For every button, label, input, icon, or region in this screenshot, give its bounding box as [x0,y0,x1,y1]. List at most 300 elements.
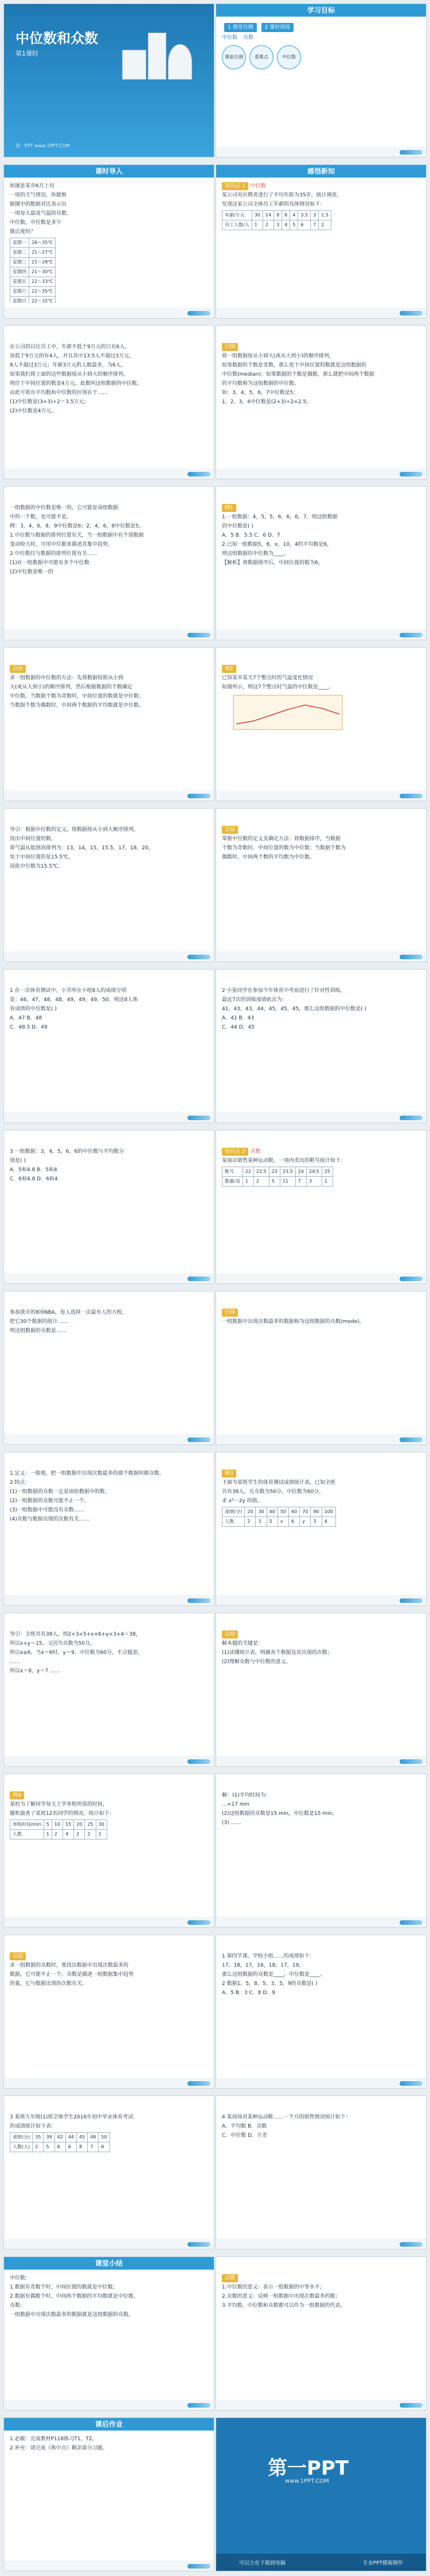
table-cell: 70 [300,1507,311,1517]
pen-icon [400,794,423,798]
pen-icon [400,311,423,316]
pen-icon [187,2403,210,2408]
section-tag: 归纳 [222,1309,238,1317]
text-line: C．48.5 D．49 [10,1025,48,1030]
text-line: (1)中位数是(3+3)÷2＝3.5万元； [10,399,89,405]
step-circle: 课前自测 [222,45,246,69]
table-cell: 2 [253,1177,269,1187]
slide-footer [216,147,426,157]
slide-s18[interactable] [216,1291,427,1445]
slide-s20[interactable] [216,1452,427,1606]
table-cell: 24 [295,1167,306,1177]
table-row [222,1507,336,1517]
text-line: 中位数： [10,2275,31,2281]
slide-s6[interactable] [216,325,427,479]
pen-icon [187,1920,210,1925]
table-cell: 22～33℃ [29,277,56,287]
slide-s12[interactable] [216,808,427,962]
table-cell: 45 [77,2133,88,2142]
slide-body [10,1309,208,1429]
pen-icon [187,2564,210,2569]
pen-icon [187,794,210,798]
text-line: 找出中间位置的数。 [10,836,57,842]
table-cell: 6 [54,2142,65,2152]
text-line: A．5 B．5.5 C．6 D．7 [222,533,280,538]
slide-s21[interactable] [3,1613,214,1767]
pen-icon [187,955,210,959]
slide-body [10,826,208,947]
table-cell: 4 [322,1517,335,1527]
table-row [10,258,56,267]
text-line: 由此可看出平均数和中位数的区别在于…… [10,390,108,396]
table-row [10,2133,110,2142]
text-line: 参加我市的8场NBA，每人选择一次最有人的方程， [10,1310,127,1315]
table-cell: 6 [289,1517,300,1527]
text-line: 2.已知一组数据5，8，x，10，4的平均数是6， [222,542,333,548]
text-line: 求 x²－2y 的值。 [222,1498,263,1504]
slide-footer [216,951,426,962]
text-line: 某校为了解同学每天上学单程所需的时间， [10,1802,108,1807]
table-cell: 50 [99,2133,110,2142]
table-cell: 星期日 [10,297,29,304]
text-line: (2)中位数是唯一的 [10,569,53,575]
subtitle: 第1课时 [15,50,38,57]
text-line: 变动较大时，可用中位数来描述其集中趋势。 [10,542,114,548]
table-cell: 成绩(分) [10,2133,33,2142]
text-line: C．中位数 D．方差 [222,2133,268,2138]
footer-bar [216,2554,426,2571]
text-line: 一周每天最高气温的众数、 [10,211,72,216]
table-cell: 3 [311,1517,322,1527]
table-cell: 3 [256,1517,267,1527]
text-line: 一组数据的中位数是唯一的，它可能是该组数据 [10,505,119,511]
text-line: (1)一组数据的众数一定是该组数据中的数。 [10,1489,110,1495]
pen-icon [400,1759,423,1764]
table-cell: x [277,1517,288,1527]
table-row [222,1517,336,1527]
text-line: 育成绩的中位数是( ) [10,1006,57,1012]
text-line: 别是( ) [10,1158,26,1164]
text-line: 数据，它可能不止一个。众数是描述一组数据集中趋势 [10,1972,134,1978]
table-cell: y [300,1517,311,1527]
slide-footer [216,468,426,479]
section-tag: 例2 [222,665,236,673]
data-table [222,210,331,230]
pen-icon [400,2242,423,2247]
table-cell: 2 [74,1830,85,1840]
table-cell: 21～28℃ [29,258,56,267]
slide-body [222,182,420,303]
section-tag: 知识点 1 [222,182,248,190]
text-line: 众数： [10,2303,26,2309]
logo-sub: www.1PPT.COM [285,2478,329,2484]
text-line: 如果我们将上面的这些数据按从小到大的顺序排列， [10,372,129,377]
text-line: 将一组数据按从小到大(或从大到小)的顺序排列， [222,353,335,359]
table-row [10,297,56,304]
text-line: 17，18，17，16，18，17，19， [222,1963,304,1968]
table-cell: 7 [88,2142,99,2152]
text-line: 1.数据有奇数个时，中间位置的数就是中位数； [10,2284,118,2290]
pen-icon [400,1116,423,1120]
text-line: (1)在一组数据中可能有多个中位数 [10,560,89,566]
slide-footer [216,790,426,801]
text-line: 1.必做：完成教材P118练习T1、T2。 [10,2436,97,2442]
footer-text-1: 可以立在下载到电脑 [239,2561,286,2566]
slide-body [10,2435,208,2556]
text-line: 所以x≥6，当x＝6时，y＝9，中位数为60分，不合题意， [10,1650,143,1656]
table-row [10,1820,107,1830]
pen-icon [187,1116,210,1120]
section-tag: 点拨 [222,2274,238,2282]
text-line: 1，2，3，4中位数是(2+3)÷2=2.5。 [222,399,312,405]
goal-item[interactable]: 1 课堂自测 [224,23,257,32]
table-cell: 人数 [222,1517,245,1527]
text-line: 中位数，中位数是多少 [10,220,62,226]
text-line: 的量，它与数据出现的次数有关。 [10,1981,88,1987]
slide-s5[interactable] [3,325,214,479]
topic-label: 众数 [243,35,254,41]
table-cell: 1 [252,220,263,230]
table-cell: 15 [63,1820,74,1830]
table-cell: 23.5 [280,1167,295,1177]
text-line: 2.数据有偶数个时，中间两个数据的平均数就是中位数。 [10,2294,139,2299]
pen-icon [400,472,423,476]
table-cell: 2 [245,1517,256,1527]
table-cell: 5 [290,220,298,230]
slide-body [222,1952,420,2073]
slide-body [10,504,208,625]
table-cell: 10 [52,1820,62,1830]
text-line: 如果数据的个数是奇数，那么处于中间位置的数就是这组数据的 [222,363,367,368]
table-cell: 单程时间/min [10,1820,44,1830]
slide-s31[interactable] [3,2417,214,2571]
slide-footer [216,1595,426,1605]
table-cell: 26～35℃ [29,238,56,248]
slide-body [10,1630,208,1751]
pen-icon [187,633,210,637]
text-line: 1 第四节课，学校小组……的成绩如下： [222,1953,315,1959]
text-line: 据图中的数据对比表示出 [10,202,67,207]
text-line: 随机抽查了某班12名同学的情况，统计如下： [10,1811,115,1817]
table-row [10,287,56,297]
text-line: …… [10,1659,20,1665]
table-cell: 42 [54,2133,65,2142]
table-row [10,1830,107,1840]
text-line: (3) …… [222,1820,241,1826]
text-line: 【解析】将数据排序后，中间位置的数为6。 [222,560,323,566]
text-line: 某公司对应聘者进行了平均年龄为35岁，统计调查， [222,192,342,198]
text-line: 如图是某市6月上旬 [10,183,54,189]
data-table [10,2132,110,2152]
text-line: 41，43，43，44，45，45，45，那么这组数据的中位数是( ) [222,1006,367,1012]
table-row [222,1167,333,1177]
text-line: …≈17 min [222,1802,249,1807]
slide-footer [4,2561,214,2571]
text-line: 一周的天气情况，你能根 [10,192,67,198]
table-cell: 22 [243,1167,253,1177]
table-cell: 7 [311,220,319,230]
table-cell: 年薪/万元 [222,211,252,220]
pen-icon [187,1277,210,1281]
slide-footer [216,308,426,318]
text-line: 最近7次的训练成绩依次为： [222,997,287,1003]
table-cell: 35 [33,2133,44,2142]
text-line: 把它30个数据的统计…… [10,1319,68,1325]
pen-icon [187,472,210,476]
text-line: 某商店销售某种运动鞋，一周内卖出的鞋号统计如下： [222,1158,346,1164]
text-line: 已知某市某天7个整点时的气温变化情况 [222,675,313,681]
table-cell: 4 [282,220,290,230]
text-line: 则位于中间位置的数是4万元，此数叫这组数据的中位数。 [10,381,142,387]
slide-body [10,1148,208,1269]
text-line: 2.补充：请完成《典中点》剩余部分习题。 [10,2445,108,2451]
section-tag: 例3 [222,1470,236,1478]
text-line: 在公司的以往员工中，年薪不低于9万元的只有6人， [10,344,130,350]
table-cell: 6 [99,2142,110,2152]
table-cell: 30 [252,211,263,220]
blocks-graphic [116,27,197,84]
slide-footer [4,1434,214,1444]
slide-s10[interactable] [216,647,427,801]
slide-body [222,1791,420,1912]
slide-body [222,1470,420,1590]
text-line: 求一组数据的中位数的方法：先将数据按照从小到 [10,675,124,681]
slide-s28[interactable] [216,2096,427,2250]
slide-body [222,21,420,142]
table-cell: 2 [52,1830,62,1840]
text-line: 解本题的关键是： [222,1641,264,1647]
slide-s26[interactable] [216,1935,427,2089]
table-cell: 90 [311,1507,322,1517]
slide-footer [216,2239,426,2249]
text-line: 的成绩统计如下表： [10,2124,57,2129]
table-row [222,220,331,230]
slide-s19[interactable] [3,1452,214,1606]
table-cell: 6 [65,2142,76,2152]
table-row [10,248,56,258]
slide-body [10,1470,208,1590]
slide-body [222,1630,420,1751]
slide-s11[interactable] [3,808,214,962]
section-tag: 归纳 [222,343,238,351]
topic-label: 中位数 [222,35,238,41]
table-cell: 星期三 [10,258,29,267]
text-line: 则这组数据的中位数为____。 [222,551,290,557]
slide-footer [216,629,426,640]
text-line: 共有38人，且众数为50分，中位数为60分， [222,1489,325,1495]
pen-icon [400,1920,423,1925]
text-line: 将气温从低到高排列为：13，14，15，15.5，17，18，20， [10,845,154,851]
table-cell: 2 [85,1830,96,1840]
data-table [10,238,56,303]
table-cell: 39 [44,2133,54,2142]
slide-s15[interactable] [3,1130,214,1284]
text-line: 是：46，47，48，48，49，49，49，50，则这8人体 [10,997,138,1003]
slide-s1[interactable] [3,3,214,157]
table-cell: 25 [322,1167,333,1177]
table-cell: 50 [277,1507,288,1517]
text-line: 个数为奇数时，中间位置的数为中位数；当数据个数为 [222,845,346,851]
slide-s27[interactable] [3,2096,214,2250]
section-tag: 总结 [222,1630,238,1638]
slide-s22[interactable] [216,1613,427,1767]
slide-s24[interactable] [216,1774,427,1928]
slide-footer [4,468,214,479]
slide-footer [4,2239,214,2249]
slide-footer [4,1273,214,1283]
text-line: 4 某商场对某种运动鞋……一个月的销售情况统计如下： [222,2114,351,2120]
slide-body [222,2113,420,2234]
slide-footer [4,790,214,801]
table-cell: 7 [295,1177,306,1187]
text-line: 导引：全班共有38人，则2+3+5+x+6+y+3+4＝38， [10,1632,141,1637]
table-cell: 鞋号 [222,1167,243,1177]
table-cell: 星期五 [10,277,29,287]
text-line: 1.中位数的意义：表示一组数据的中等水平； [222,2284,325,2290]
text-line: 因此中位数为15.5℃。 [10,864,64,869]
slide-s3[interactable] [3,164,214,318]
text-line: 掌握中位数的定义及确定方法：将数据排序，当数据 [222,836,341,842]
slide-s9[interactable] [3,647,214,801]
text-line: (2)理解众数与中位数的意义。 [222,1659,291,1665]
pen-icon [187,1759,210,1764]
table-cell: 11 [280,1177,295,1187]
text-line: 1.中位数与数据的排列位置有关，当一组数据中有个别数据 [10,533,144,538]
text-line: 如图所示，则这7个整点时气温的中位数是____。 [222,684,334,690]
table-cell: 3.5 [298,211,311,220]
text-line: 的平均数称为这组数据的中位数。 [222,381,300,387]
section-tag: 总结 [222,826,238,834]
table-cell: 14 [263,211,273,220]
text-line: A．5 B．3 C．8 D．9 [222,1990,276,1996]
slide-heading: 课后作业 [4,2418,214,2431]
slide-footer [4,1917,214,1927]
text-line: 求一组数据的众数时，要找出数据中出现次数最多的 [10,1963,129,1968]
slide-s23[interactable] [3,1774,214,1928]
section-topic: 众数 [250,1149,261,1155]
data-table [10,1819,107,1840]
table-cell: 30 [96,1820,107,1830]
slide-footer [4,1112,214,1122]
goal-item[interactable]: 2 课时训练 [261,23,294,32]
table-cell: 20 [74,1820,85,1830]
text-line: (2)这组数据的众数是15 min，中位数是15 min。 [222,1811,338,1817]
text-line: 中的一个数，也可能不是。 [10,514,72,520]
table-cell: 22～32℃ [29,297,56,304]
pen-icon [400,1437,423,1442]
slide-s7[interactable] [3,486,214,640]
slide-body [10,2274,208,2395]
text-line: 的中位数是( ) [222,523,253,529]
slide-s2[interactable] [216,3,427,157]
text-line: 处于中间位置的是15.5℃。 [10,854,74,860]
table-row [10,277,56,287]
slide-body [222,826,420,947]
text-line: 一组数据中出现次数最多的数据就是这组数据的众数。 [10,2312,134,2318]
slide-body [222,665,420,786]
table-cell: 星期一 [10,238,29,248]
text-line: A．5和4.8 B．5和4 [10,1167,57,1173]
slide-s14[interactable] [216,969,427,1123]
temperature-line-chart [222,692,348,738]
table-cell: 5 [267,1517,277,1527]
text-line: A．41 B．43 [222,1015,255,1021]
table-cell: 2 [319,220,331,230]
pen-icon [400,633,423,637]
slide-footer [216,1112,426,1122]
step-circle: 中位数 [277,45,301,69]
slide-s17[interactable] [3,1291,214,1445]
slide-body [10,2113,208,2234]
slide-s4[interactable] [216,164,427,318]
data-table [222,1167,333,1187]
text-line: 2.中位数仅与数据的排列位置有关…… [10,551,97,557]
pen-icon [400,150,423,155]
slide-s16[interactable] [216,1130,427,1284]
pen-icon [400,2081,423,2086]
table-cell: 22～35℃ [29,287,56,297]
table-cell: 4 [63,1830,74,1840]
slide-body [10,343,208,464]
table-cell: 5 [44,1820,52,1830]
slide-body [222,504,420,625]
site-label: 第一PPT www.1PPT.COM [15,143,70,148]
text-line: 发现这家公司全体员工年薪的具体情况如下： [222,202,326,207]
table-cell: 23 [269,1167,280,1177]
slide-heading: 课时导入 [4,165,214,178]
text-line: 导引：根据中位数的定义，将数据按从小到大顺序排列， [10,827,139,833]
slide-footer [4,1595,214,1605]
logo: 第一PPT [268,2457,349,2480]
table-cell: 员工人数/人 [222,220,252,230]
table-cell: 24.5 [306,1167,322,1177]
slide-footer [4,1756,214,1766]
slide-s29[interactable] [3,2256,214,2410]
pen-icon [400,955,423,959]
table-cell: 21～27℃ [29,248,56,258]
slide-body [222,987,420,1108]
pen-icon [187,1598,210,1603]
text-line: 中位数。当数据个数为奇数时，中间位置的数就是中位数； [10,694,144,699]
slide-footer [4,2400,214,2410]
text-line: (1)读懂统计表，明确各个数据及其出现的次数； [222,1650,333,1656]
pen-icon [187,1437,210,1442]
slide-body [222,2274,420,2395]
text-line: 3 一组数据：3，4，5，6，6的中位数与平均数分 [10,1149,124,1155]
slide-s32[interactable] [216,2417,427,2571]
table-cell: 5 [44,2142,54,2152]
text-line: 大(或从大到小)的顺序排列，然后根据数据的个数确定 [10,684,133,690]
table-cell: 8 [77,2142,88,2152]
table-cell: 6 [298,220,311,230]
pen-icon [187,2081,210,2086]
table-cell: 48 [88,2133,99,2142]
table-row [10,2142,110,2152]
slide-s25[interactable] [3,1935,214,2089]
section-tag: 总结 [10,1952,26,1960]
table-cell: 4 [290,211,298,220]
table-cell: 2 [33,2142,44,2152]
slide-s13[interactable] [3,969,214,1123]
slide-s30[interactable] [216,2256,427,2410]
table-cell: 3 [311,211,319,220]
text-line: 当数据个数为偶数时，中间两个数据的平均数就是中位数。 [10,703,144,708]
text-line: 中位数(median)；如果数据的个数是偶数，那么就把中间两个数据 [222,372,374,377]
text-line: 摄氏度吗？ [10,229,36,235]
table-cell: 60 [289,1507,300,1517]
slide-s8[interactable] [216,486,427,640]
slide-heading: 学习目标 [216,4,426,17]
